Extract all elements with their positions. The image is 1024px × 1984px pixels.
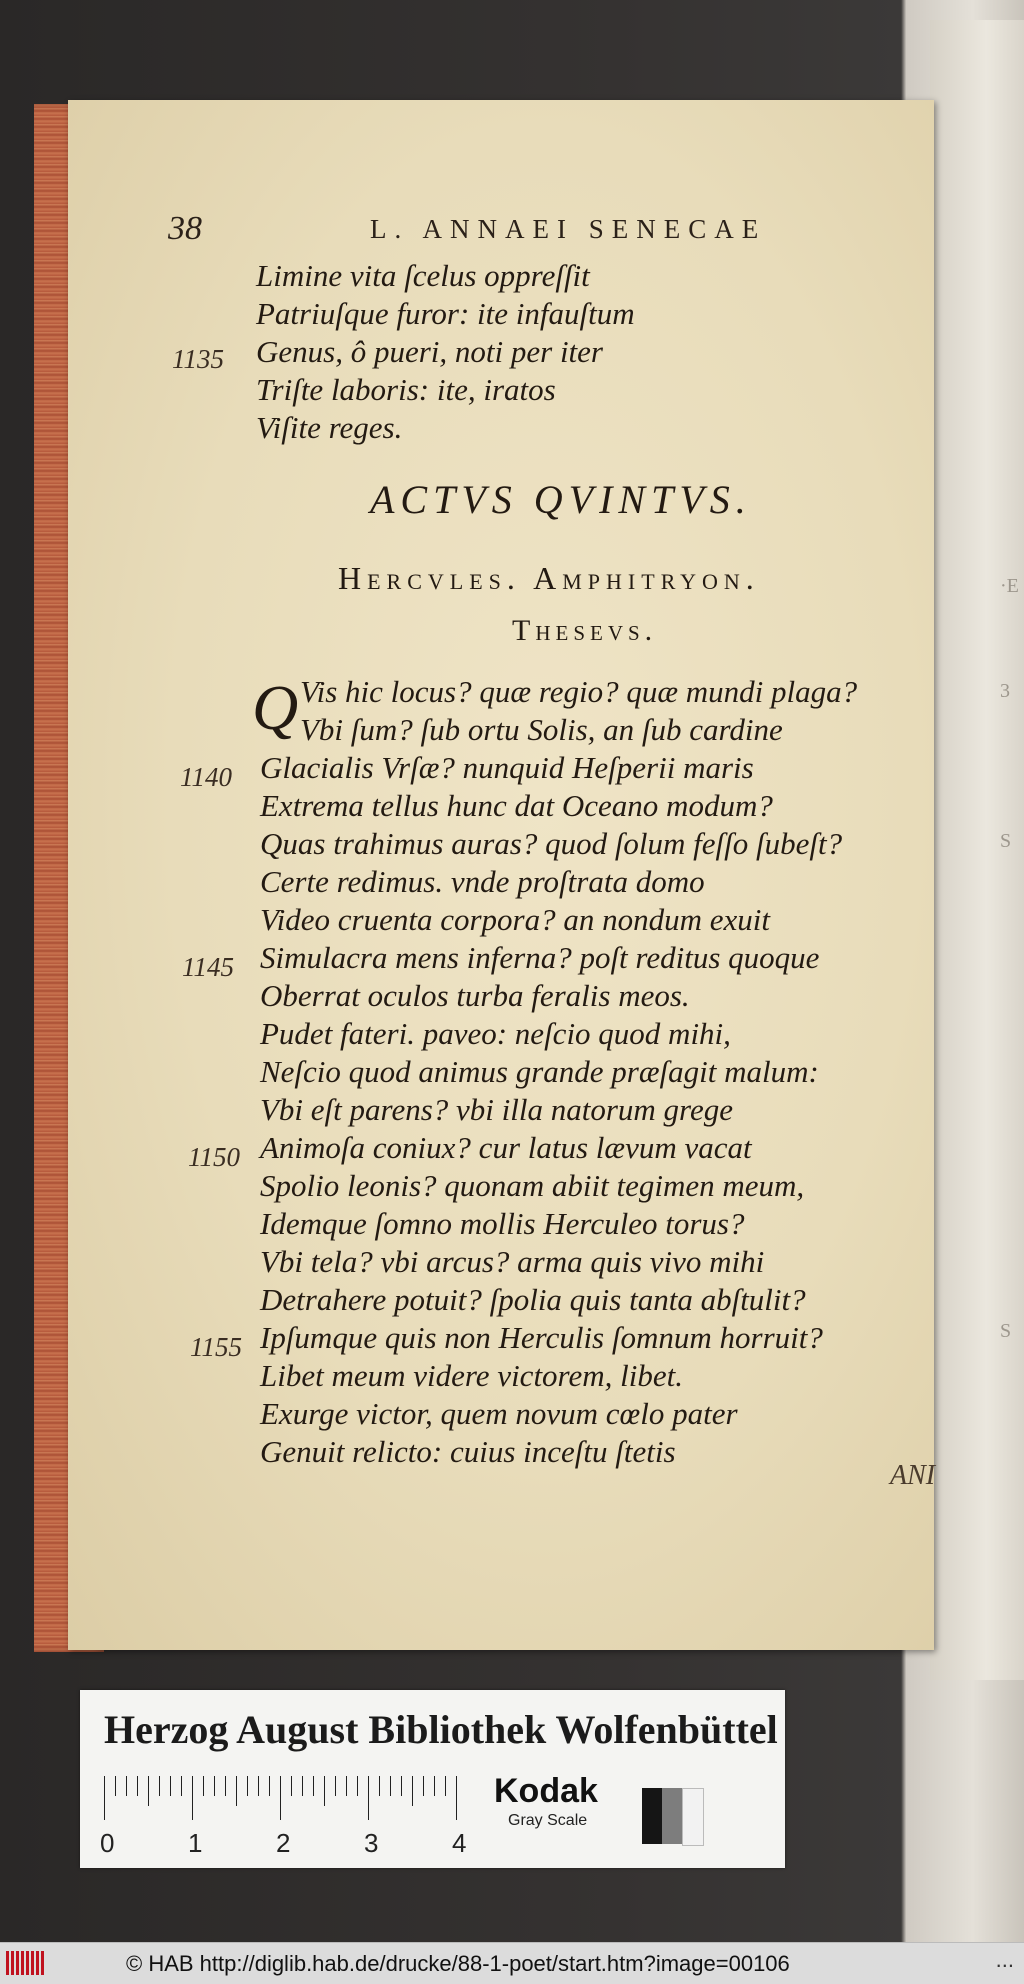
bleedthrough-mark: S [1000,830,1012,852]
ruler-tick [456,1776,457,1820]
viewer-footer [0,1942,1024,1984]
ruler-tick [423,1776,424,1796]
verse-line: Patriuſque furor: ite infauſtum [256,296,635,331]
verse-line: Limine vita ſcelus oppreſſit [256,258,590,293]
verse-block-top [256,258,816,458]
scale-number: 3 [364,1828,379,1858]
verse-line: Oberrat oculos turba feralis meos. [260,978,690,1013]
drop-cap: Q [252,672,299,743]
line-number: 1140 [180,762,232,792]
cast-list-second: Thesevs. [512,614,658,647]
line-number: 1145 [182,952,234,982]
ruler-tick [412,1776,413,1806]
kodak-logo: Kodak [494,1772,598,1810]
ruler-tick [346,1776,347,1796]
gray-swatch-mid [662,1788,682,1844]
verse-line: Vbi eſt parens? vbi illa natorum grege [260,1092,733,1127]
verse-line: Glacialis Vrſæ? nunquid Heſperii maris [260,750,754,785]
ruler-tick [445,1776,446,1796]
ruler-tick [302,1776,303,1796]
library-color-scale-label [80,1690,785,1868]
ruler-tick [368,1776,369,1820]
catchword: ANI [890,1460,936,1491]
verse-line: Vbi ſum? ſub ortu Solis, an ſub cardine [300,712,783,747]
ruler-tick [170,1776,171,1796]
ruler-tick [313,1776,314,1796]
gray-scale-caption: Gray Scale [508,1812,588,1829]
ruler-tick [225,1776,226,1796]
bleedthrough-mark: 3 [1000,680,1010,702]
page-number: 38 [168,210,202,247]
ruler-tick [192,1776,193,1820]
ruler-scale [100,1776,544,1858]
verse-line: Video cruenta corpora? an nondum exuit [260,902,770,937]
ruler-tick [115,1776,116,1796]
ruler-tick [291,1776,292,1796]
hab-barcode-icon [6,1951,46,1975]
verse-line: Viſite reges. [256,410,403,445]
scale-number: 1 [188,1828,203,1858]
ruler-tick [434,1776,435,1796]
verse-line: Ipſumque quis non Herculis ſomnum horruit? [260,1320,823,1355]
ruler-tick [214,1776,215,1796]
verse-line: Genus, ô pueri, noti per iter [256,334,603,369]
ruler-tick [324,1776,325,1806]
verse-line: Vis hic locus? quæ regio? quæ mundi plaga? [300,674,858,709]
ruler-tick [258,1776,259,1796]
copyright-url[interactable]: © HAB http://diglib.hab.de/drucke/88-1-poet/start.htm?image=00106 [126,1951,790,1976]
act-title: ACTVS QVINTVS. [370,477,752,522]
verse-line: Animoſa coniux? cur latus lævum vacat [260,1130,752,1165]
ruler-tick [148,1776,149,1806]
ruler-tick [104,1776,105,1820]
scale-number: 4 [452,1828,467,1858]
line-number: 1150 [188,1142,240,1172]
verse-line: Certe redimus. vnde proſtrata domo [260,864,705,899]
library-name: Herzog August Bibliothek Wolfenbüttel [104,1707,778,1752]
ruler-tick [401,1776,402,1796]
verse-line: Vbi tela? vbi arcus? arma quis vivo mihi [260,1244,765,1279]
verse-line: Pudet fateri. paveo: neſcio quod mihi, [260,1016,731,1051]
scale-number: 0 [100,1828,115,1858]
ruler-tick [247,1776,248,1796]
ruler-tick [137,1776,138,1796]
ruler-tick [126,1776,127,1796]
ruler-tick [236,1776,237,1806]
verse-line: Simulacra mens inferna? poſt reditus quoque [260,940,820,975]
line-number: 1155 [190,1332,242,1362]
verse-line: Detrahere potuit? ſpolia quis tanta abſtulit? [260,1282,806,1317]
verse-line: Idemque ſomno mollis Herculeo torus? [260,1206,745,1241]
ruler-tick [203,1776,204,1796]
verse-line: Exurge victor, quem novum cœlo pater [260,1396,738,1431]
ruler-tick [335,1776,336,1796]
gray-swatch-black [642,1788,662,1844]
verse-line: Extrema tellus hunc dat Oceano modum? [260,788,773,823]
ruler-tick [159,1776,160,1796]
verse-block-act [260,674,880,1494]
verse-line: Quas trahimus auras? quod ſolum feſſo ſubeſt? [260,826,843,861]
bleedthrough-mark: ·E [1000,575,1019,597]
line-number: 1135 [172,344,224,374]
more-options-button[interactable]: ... [995,1947,1014,1972]
ruler-tick [269,1776,270,1796]
scale-number: 2 [276,1828,291,1858]
verse-line: Spolio leonis? quonam abiit tegimen meum, [260,1168,805,1203]
running-head [160,210,820,254]
ruler-tick [357,1776,358,1796]
verse-line: Triſte laboris: ite, iratos [256,372,556,407]
verse-line: Libet meum videre victorem, libet. [260,1358,683,1393]
ruler-tick [280,1776,281,1820]
running-head-title: L. ANNAEI SENECAE [370,214,767,244]
cast-list: Hercvles. Amphitryon. [338,560,760,596]
ruler-tick [181,1776,182,1796]
gray-swatch-white [682,1788,704,1846]
verse-line: Neſcio quod animus grande præſagit malum: [260,1054,819,1089]
ruler-tick [379,1776,380,1796]
ruler-tick [390,1776,391,1796]
verse-line: Genuit relicto: cuius inceſtu ſtetis [260,1434,676,1469]
bleedthrough-mark: S [1000,1320,1012,1342]
